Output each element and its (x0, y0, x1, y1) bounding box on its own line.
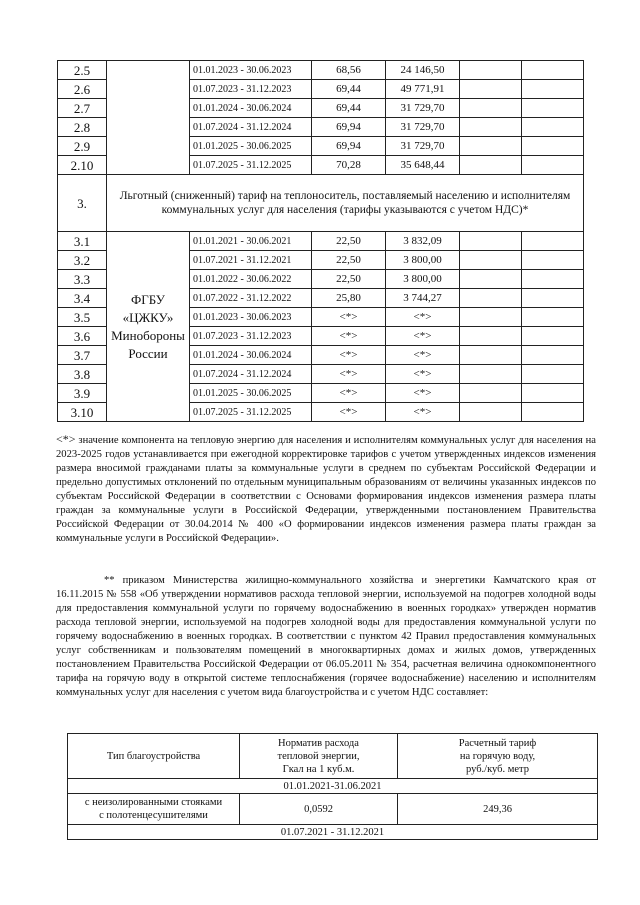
tariff-cell: 3 744,27 (386, 289, 460, 308)
row-number-cell: 3.1 (58, 232, 107, 251)
period-cell: 01.07.2023 - 31.12.2023 (190, 327, 312, 346)
empty-cell (460, 289, 522, 308)
row-number-cell: 3.3 (58, 270, 107, 289)
empty-cell (522, 384, 584, 403)
tariff-cell: 31 729,70 (386, 118, 460, 137)
period-cell: 01.01.2021 - 30.06.2021 (190, 232, 312, 251)
period-cell: 01.07.2025 - 31.12.2025 (190, 403, 312, 422)
empty-cell (522, 99, 584, 118)
org-cell-empty (107, 61, 190, 175)
organization-name-line: ФГБУ (131, 291, 165, 307)
norm-cell: 69,44 (312, 99, 386, 118)
period-cell: 01.07.2022 - 31.12.2022 (190, 289, 312, 308)
row-number-cell: 2.9 (58, 137, 107, 156)
tariff-cell: <*> (386, 384, 460, 403)
category-title-cell: Льготный (сниженный) тариф на теплоноситель, поставляемый населению и исполнителям коммунальных услуг для населения (тарифы указываются с учетом НДС)* (107, 175, 584, 232)
row-number-cell: 3.7 (58, 346, 107, 365)
empty-cell (522, 251, 584, 270)
norm-cell: <*> (312, 308, 386, 327)
empty-cell (460, 61, 522, 80)
norm-cell: 0,0592 (240, 794, 398, 825)
norm-cell: <*> (312, 403, 386, 422)
organization-cell (107, 232, 190, 422)
empty-cell (460, 251, 522, 270)
row-number-cell: 3.5 (58, 308, 107, 327)
type-cell: с неизолированными стояками с полотенцесушителями (68, 794, 240, 825)
organization-name-line: «ЦЖКУ» (122, 309, 174, 325)
header-cell: Расчетный тариф на горячую воду, руб./куб. метр (398, 734, 598, 779)
tariff-cell: 49 771,91 (386, 80, 460, 99)
empty-cell (460, 156, 522, 175)
norm-cell: <*> (312, 365, 386, 384)
norm-cell: 69,44 (312, 80, 386, 99)
period-cell: 01.07.2024 - 31.12.2024 (190, 118, 312, 137)
empty-cell (460, 365, 522, 384)
row-number-cell: 2.8 (58, 118, 107, 137)
footnote-marker: ** (104, 575, 115, 586)
period-cell: 01.01.2021-31.06.2021 (68, 779, 598, 794)
category-row (58, 175, 584, 232)
empty-cell (460, 384, 522, 403)
period-cell: 01.07.2021 - 31.12.2021 (190, 251, 312, 270)
norm-cell: 69,94 (312, 137, 386, 156)
norm-cell: 70,28 (312, 156, 386, 175)
empty-cell (522, 365, 584, 384)
row-number-cell: 2.5 (58, 61, 107, 80)
period-row (68, 825, 598, 840)
tariff-cell: 249,36 (398, 794, 598, 825)
empty-cell (460, 232, 522, 251)
row-number-cell: 3. (58, 175, 107, 232)
footnote-text: приказом Министерства жилищно-коммунального хозяйства и энергетики Камчатского края от 16.11.2015 № 558 «Об утверждении нормативов расхода тепловой энергии, используемой на подогрев холодной воды для предоставления коммунальной услуги по горячему водоснабжению в военных городках» утвержден норматив расхода тепловой энергии, используемой на подогрев холодной воды для предоставления коммунальной услуги по горячему водоснабжению в военных городках. В соответствии с пунктом 42 Правил предоставления коммунальных услуг собственникам и пользователям помещений в многоквартирных домах и жилых домов, утвержденных постановлением Правительства Российской Федерации от 06.05.2011 № 354, расчетная величина однокомпонентного тарифа на горячую воду в открытой системе теплоснабжения (горячее водоснабжение) населению и исполнителям коммунальных услуг для населения с учетом вида благоустройства и с учетом НДС составляет: (56, 575, 596, 698)
empty-cell (460, 80, 522, 99)
period-cell: 01.01.2025 - 30.06.2025 (190, 137, 312, 156)
norm-cell: 22,50 (312, 232, 386, 251)
period-cell: 01.01.2022 - 30.06.2022 (190, 270, 312, 289)
hot-water-tariff-table (67, 733, 598, 840)
empty-cell (460, 308, 522, 327)
period-cell: 01.01.2023 - 30.06.2023 (190, 61, 312, 80)
norm-cell: <*> (312, 384, 386, 403)
footnote-asterisk-bracket (56, 432, 596, 546)
empty-cell (522, 403, 584, 422)
tariff-cell: 24 146,50 (386, 61, 460, 80)
period-cell: 01.07.2023 - 31.12.2023 (190, 80, 312, 99)
tariff-cell: 31 729,70 (386, 137, 460, 156)
empty-cell (522, 289, 584, 308)
period-row (68, 779, 598, 794)
footnote-marker: <*> (56, 432, 76, 446)
tariff-main-table (57, 60, 584, 422)
period-cell: 01.01.2024 - 30.06.2024 (190, 346, 312, 365)
row-number-cell: 2.7 (58, 99, 107, 118)
tariff-cell: <*> (386, 346, 460, 365)
empty-cell (522, 156, 584, 175)
norm-cell: 25,80 (312, 289, 386, 308)
norm-cell: <*> (312, 346, 386, 365)
empty-cell (522, 270, 584, 289)
empty-cell (522, 346, 584, 365)
empty-cell (460, 327, 522, 346)
tariff-cell: <*> (386, 327, 460, 346)
row-number-cell: 3.10 (58, 403, 107, 422)
period-cell: 01.01.2023 - 30.06.2023 (190, 308, 312, 327)
empty-cell (522, 118, 584, 137)
row-number-cell: 3.8 (58, 365, 107, 384)
row-number-cell: 3.6 (58, 327, 107, 346)
tariff-cell: <*> (386, 403, 460, 422)
footnote-text: значение компонента на тепловую энергию для населения и исполнителям коммунальных услуг для населения на 2023-2025 годов устанавливается при ежегодной корректировке тарифов с учетом утвержденных индексов изменения размера вносимой гражданами платы за коммунальные услуги в среднем по субъектам Российской Федерации и предельно допустимых отклонений по отдельным муниципальным образованиям от величины указанных индексов по субъектам Российской Федерации в соответствии с Основами формирования индексов изменения размера платы граждан за коммунальные услуги в Российской Федерации, утвержденными постановлением Правительства Российской Федерации от 30.04.2014 № 400 «О формировании индексов изменения размера платы граждан за коммунальные услуги в Российской Федерации». (56, 435, 597, 544)
empty-cell (460, 270, 522, 289)
norm-cell: 68,56 (312, 61, 386, 80)
tariff-cell: 3 800,00 (386, 251, 460, 270)
norm-cell: 22,50 (312, 270, 386, 289)
row-number-cell: 2.10 (58, 156, 107, 175)
period-cell: 01.07.2024 - 31.12.2024 (190, 365, 312, 384)
empty-cell (522, 232, 584, 251)
period-cell: 01.01.2024 - 30.06.2024 (190, 99, 312, 118)
empty-cell (460, 99, 522, 118)
empty-cell (522, 61, 584, 80)
norm-cell: <*> (312, 327, 386, 346)
row-number-cell: 3.9 (58, 384, 107, 403)
tariff-cell: <*> (386, 308, 460, 327)
empty-cell (460, 137, 522, 156)
empty-cell (460, 346, 522, 365)
empty-cell (522, 80, 584, 99)
empty-cell (460, 118, 522, 137)
period-cell: 01.07.2021 - 31.12.2021 (68, 825, 598, 840)
empty-cell (522, 327, 584, 346)
tariff-cell: 35 648,44 (386, 156, 460, 175)
tariff-cell: 3 832,09 (386, 232, 460, 251)
row-number-cell: 3.2 (58, 251, 107, 270)
header-cell: Норматив расхода тепловой энергии, Гкал на 1 куб.м. (240, 734, 398, 779)
norm-cell: 22,50 (312, 251, 386, 270)
table-row (58, 232, 584, 251)
period-cell: 01.07.2025 - 31.12.2025 (190, 156, 312, 175)
empty-cell (460, 403, 522, 422)
table-header-row (68, 734, 598, 779)
tariff-cell: <*> (386, 365, 460, 384)
footnote-double-asterisk (56, 574, 596, 700)
period-cell: 01.01.2025 - 30.06.2025 (190, 384, 312, 403)
empty-cell (522, 137, 584, 156)
header-cell: Тип благоустройства (68, 734, 240, 779)
row-number-cell: 3.4 (58, 289, 107, 308)
table-row (68, 794, 598, 825)
row-number-cell: 2.6 (58, 80, 107, 99)
empty-cell (522, 308, 584, 327)
organization-name-line: Минобороны России (111, 327, 185, 361)
table-row (58, 61, 584, 80)
tariff-cell: 3 800,00 (386, 270, 460, 289)
tariff-cell: 31 729,70 (386, 99, 460, 118)
norm-cell: 69,94 (312, 118, 386, 137)
